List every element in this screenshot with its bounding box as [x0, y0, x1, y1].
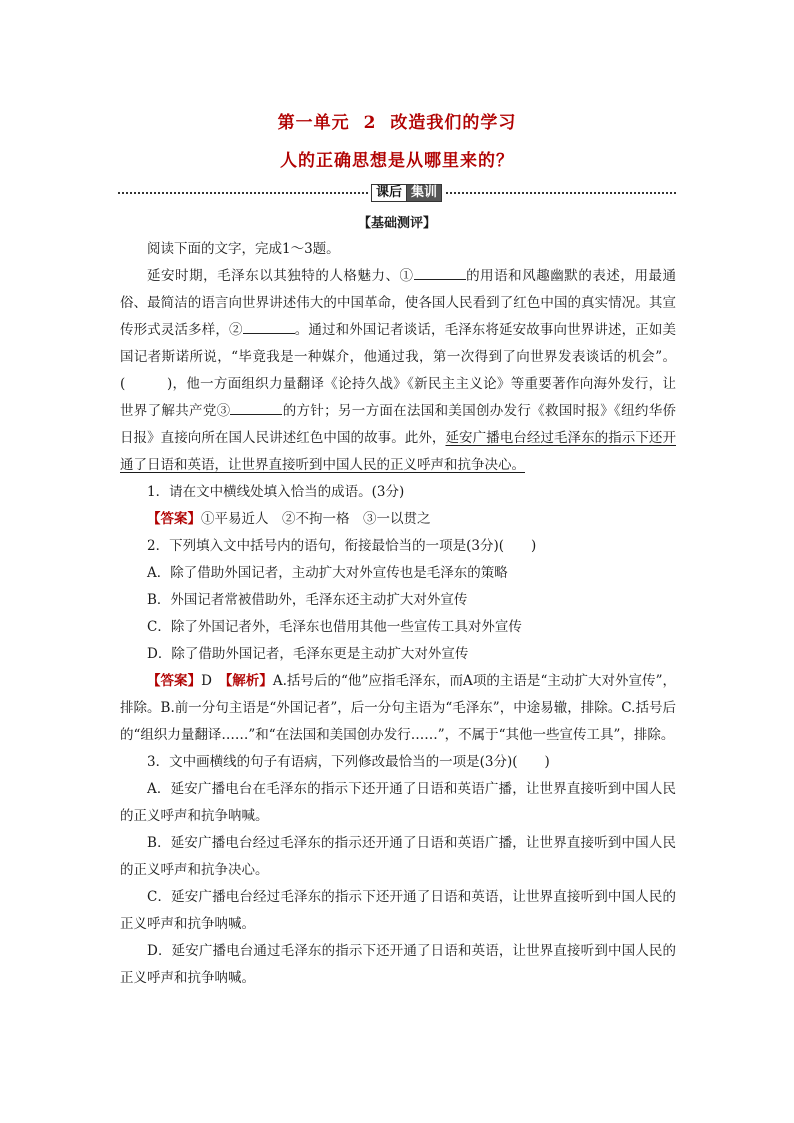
section-badge [368, 184, 445, 202]
question-3: 3．文中画横线的句子有语病，下列修改最恰当的一项是(3分)( ) [147, 754, 550, 770]
blank-3 [230, 400, 282, 415]
answer-1: 【答案】①平易近人 ②不拘一格 ③一以贯之 [147, 511, 431, 527]
badge-left: 课后 [371, 184, 407, 202]
q2-option-a: A．除了借助外国记者，主动扩大对外宣传也是毛泽东的策略 [147, 565, 508, 581]
lesson-number: 2 [363, 113, 377, 133]
question-2: 2．下列填入文中括号内的语句，衔接最恰当的一项是(3分)( ) [147, 538, 537, 554]
section-heading: 【基础测评】 [357, 216, 436, 231]
q2-option-d: D．除了借助外国记者，毛泽东更是主动扩大对外宣传 [147, 646, 469, 662]
answer-2: 【答案】D 【解析】A.括号后的“他”应指毛泽东，而A项的主语是“主动扩大对外宣传”，排除。B.前一分句主语是“外国记者”，后一分句主语为“毛泽东”，中途易辙，排除。C.括号后的“组织力量翻译……”和“在法国和美国创办发行……”，不属于“其他一些宣传工具”，排除。 [120, 673, 677, 743]
underlined-sentence: 延安广播电台经过毛泽东的指示下还开通了日语和英语，让世界直接听到中国人民的正义呼声和抗争决心。 [120, 430, 676, 473]
q3-option-a: A．延安广播电台在毛泽东的指示下还开通了日语和英语广播，让世界直接听到中国人民的正义呼声和抗争呐喊。 [120, 781, 676, 824]
lesson-topic: 改造我们的学习 [390, 113, 517, 133]
question-1: 1．请在文中横线处填入恰当的成语。(3分) [147, 484, 405, 500]
blank-2 [243, 319, 295, 334]
badge-right: 集训 [407, 184, 442, 202]
content-body [120, 236, 676, 992]
q3-option-c: C．延安广播电台经过毛泽东的指示下还开通了日语和英语，让世界直接听到中国人民的正义呼声和抗争呐喊。 [120, 889, 676, 932]
unit-label: 第一单元 [277, 113, 350, 133]
q3-option-b: B．延安广播电台经过毛泽东的指示还开通了日语和英语广播，让世界直接听到中国人民的正义呼声和抗争决心。 [120, 835, 676, 878]
passage: 延安时期，毛泽东以其独特的人格魅力、① 的用语和风趣幽默的表述，用最通俗、最简洁的语言向世界讲述伟大的中国革命，使各国人民看到了红色中国的真实情况。其宣传形式灵活多样，② 。通过和外国记者谈话，毛泽东将延安故事向世界讲述，正如美国记者斯诺所说，“毕竟我是一种媒介，他通过我，第一次得到了向世界发表谈话的机会”。( )，他一方面组织力量翻译《论持久战》《新民主主义论》等重要著作向海外发行，让世界了解共产党③ 的方针；另一方面在法国和美国创办发行《救国时报》《纽约华侨日报》直接向所在国人民讲述红色中国的故事。此外，延安广播电台经过毛泽东的指示下还开通了日语和英语，让世界直接听到中国人民的正义呼声和抗争决心。 [120, 263, 676, 479]
page-title [0, 108, 794, 133]
q3-option-d: D．延安广播电台通过毛泽东的指示下还开通了日语和英语，让世界直接听到中国人民的正义呼声和抗争呐喊。 [120, 943, 676, 986]
q2-option-c: C．除了外国记者外，毛泽东也借用其他一些宣传工具对外宣传 [147, 619, 522, 635]
intro-line: 阅读下面的文字，完成1～3题。 [147, 241, 340, 257]
page-subtitle: 人的正确思想是从哪里来的？ [280, 151, 514, 171]
blank-1 [414, 265, 466, 280]
q2-option-b: B．外国记者常被借助外，毛泽东还主动扩大对外宣传 [147, 592, 468, 608]
